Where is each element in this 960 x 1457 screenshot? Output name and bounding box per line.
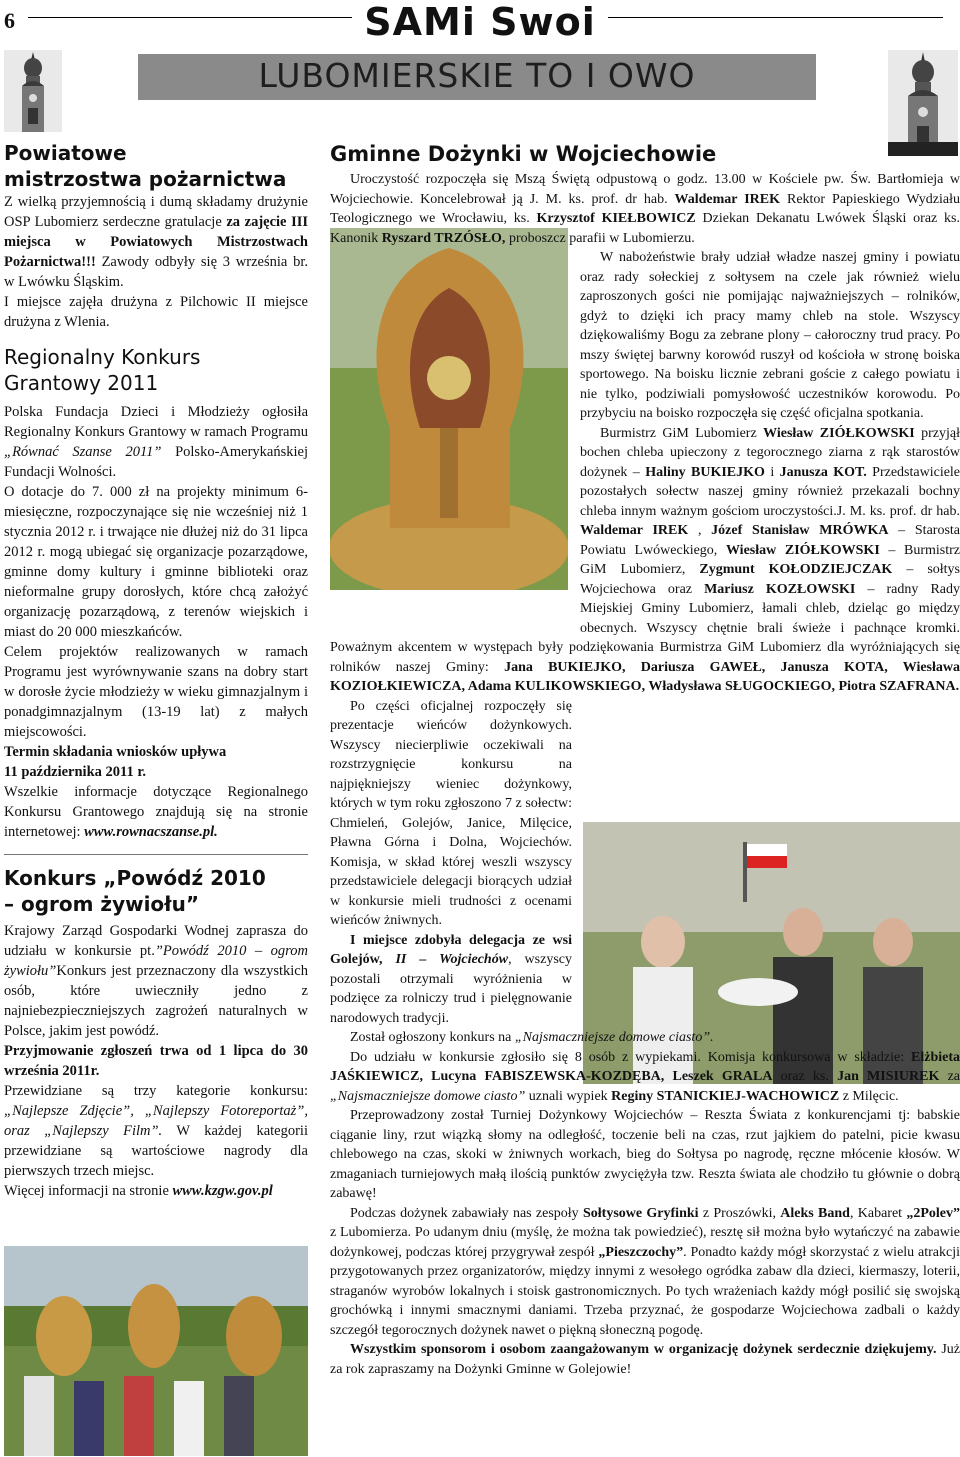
paragraph: I miejsce zajęła drużyna z Pilchowic II miejsce drużyna z Wlenia. — [4, 294, 308, 330]
paragraph: W nabożeństwie brały udział władze naszej gminy i powiatu oraz rady sołeckiej z sołtysem na czele jak również wielu zaproszonych gości nie pomijając najważniejszych – rolników, gdyż to dzięki ich pracy mamy chleb na stole. Wszyscy dziękowaliśmy Bogu za zebrane plony – całoroczny trud pracy. Po mszy świętej barwny korowód ruszył od kościoła w stronę boiska sportowego. Na boisku licznie zebrani goście z całego powiatu i nie tylko, podziwiali pomysłowość uczestników korowodu. Po przybyciu na boisko rozpoczęła się część oficjalna spotkania. — [580, 250, 960, 421]
paragraph: Krajowy Zarząd Gospodarki Wodnej zaprasza do udziału w konkursie pt.”Powódź 2010 – ogrom żywiołu”Konkurs jest przeznaczony dla wszystkich osób, które uwieczniły jedno z najniebezpieczniejszych zagrożeń naturalnych w Polsce, jakim jest powódź. — [4, 923, 308, 1039]
article-title-konkurs-grantowy: Regionalny Konkurs Grantowy 2011 — [4, 345, 201, 395]
deadline: Termin składania wniosków upływa 11 października 2011 r. — [4, 744, 227, 780]
left-column — [4, 140, 308, 1201]
paragraph: Przeprowadzony został Turniej Dożynkowy Wojciechów – Reszta Świata z konkurencjami tj: babskie ciąganie liny, rzut wiązką słomy na odległość, toczenie beli na czas, rzut jajkiem do patelni, picie kwasu chlebowego na czas, skoki w żniwnych workach, bieg do Sołtysa po nagrodę, ręczne młócenie kłosów. W zmaganiach turniejowych małą ilością punktów zwyciężyła tzw. Reszta świata ale chodziło tu głównie o dobrą zabawę! — [330, 1108, 960, 1201]
paragraph: Celem projektów realizowanych w ramach Programu jest wyrównywanie szans na dobry start w dorosłe życie młodzieży w wieku gimnazjalnym i ponadgimnazjalnym (13-19 lat) z małych miejscowości. — [4, 644, 308, 740]
page-number: 6 — [4, 8, 15, 33]
paragraph: Przewidziane są trzy kategorie konkursu: „Najlepsze Zdjęcie”, „Najlepszy Fotoreportaż”, oraz „Najlepszy Film”. W każdej kategorii przewidziane są wartościowe nagrody dla pierwszych trzech miejsc. — [4, 1083, 308, 1179]
paragraph: Uroczystość rozpoczęła się Mszą Świętą odpustową o godz. 13.00 w Kościele pw. Św. Bartłomieja w Wojciechowie. Koncelebrował ją J. M. ks. prof. dr hab. Waldemar IREK Rektor Papieskiego Wydziału Teologicznego we Wrocławiu, ks. Krzysztof KIEŁBOWICZ Dziekan Dekanatu Lwówek Śląski oraz ks. Kanonik Ryszard TRZÓSŁO, proboszcz parafii w Lubomierzu. — [330, 172, 960, 246]
paragraph: Polska Fundacja Dzieci i Młodzieży ogłosiła Regionalny Konkurs Grantowy w ramach Programu „Równać Szanse 2011” Polsko-Amerykańskiej Fundacji Wolności. — [4, 404, 308, 480]
right-column — [330, 140, 960, 1379]
paragraph: Z wielką przyjemnością i dumą składamy drużynie OSP Lubomierz serdeczne gratulacje za zajęcie III miejsca w Powiatowych Mistrzostwach Pożarnictwa!!! Zawody odbyły się 3 września br. w Lwówku Śląskim. — [4, 194, 309, 290]
paragraph: Przyjmowanie zgłoszeń trwa od 1 lipca do 30 września 2011r. — [4, 1043, 308, 1079]
paragraph: Został ogłoszony konkurs na „Najsmaczniejsze domowe ciasto”. — [350, 1030, 714, 1045]
article-title-dozynki: Gminne Dożynki w Wojciechowie — [330, 142, 717, 166]
paragraph: Do udziału w konkursie zgłosiło się 8 osób z wypiekami. Komisja konkursowa w składzie: Elżbieta JAŚKIEWICZ, Lucyna FABISZEWSKA-KOZDĘBA, Leszek GRALA oraz ks. Jan MISIUREK za „Najsmaczniejsze domowe ciasto” uznali wypiek Reginy STANICKIEJ-WACHOWICZ z Milęcic. — [330, 1049, 960, 1104]
closing-paragraph: Wszystkim sponsorom i osobom zaangażowanym w organizację dożynek serdecznie dziękujemy. Już za rok zapraszamy na Dożynki Gminne w Golejowie! — [330, 1342, 960, 1377]
church-tower-icon — [4, 50, 62, 132]
article-title-powodz: Konkurs „Powódź 2010 – ogrom żywiołu” — [4, 866, 266, 916]
section-banner-title: LUBOMIERSKIE TO I OWO — [258, 56, 696, 95]
website-link[interactable]: www.rownacszanse.pl. — [84, 824, 218, 840]
paragraph: O dotacje do 7. 000 zł na projekty minimum 6-miesięczne, rozpoczynające się nie wcześniej niż 1 stycznia 2012 r. i trwające nie dłużej niż do 31 lipca 2012 r. mogą ubiegać się organizacje pozarządowe, gminne domy kultury i gminne biblioteki oraz nieformalne grupy dorosłych, które chcą założyć organizację pozarządową, z terenów wiejskich i miast do 20 000 mieszkańców. — [4, 484, 308, 640]
paragraph: Podczas dożynek zabawiały nas zespoły Sołtysowe Gryfinki z Proszówki, Aleks Band, Kabaret „2Polev” z Lubomierza. Po udanym dniu (myślę, że można tak powiedzieć), resztę sił można było wytańczyć na zabawie dożynkowej, podczas której przygrywał zespół „Pieszczochy”. Ponadto każdy mógł skorzystać z wielu atrakcji przygotowanych przez organizatorów, między innymi z wesołego ogródka zabaw dla dzieci, kiermaszy, loterii, straganów wyrobów lokalnych i stoisk gastronomicznych. Po tych wrażeniach każdy mógł posilić się swojską grochówką i innymi smacznymi daniami. Trzeba przyznać, że gospodarze Wojciechowa zadbali o każdy szczegół tegorocznych dożynek nawet o piękną słoneczną pogodę. — [330, 1205, 960, 1338]
masthead — [0, 0, 960, 44]
paragraph: Burmistrz GiM Lubomierz Wiesław ZIÓŁKOWSKI przyjął bochen chleba upieczony z tegorocznego ziarna z rąk starostów dożynek – Haliny BUKIEJKO i Janusza KOT. Przedstawiciele pozostałych sołectw naszej gminy również przekazali bochny chleba innym ważnym gościom uroczystości.J. M. ks. prof. dr hab. Waldemar IREK , Józef Stanisław MRÓWKA – Starosta Powiatu Lwóweckiego, Wiesław ZIÓŁKOWSKI – Burmistrz GiM Lubomierz, Zygmunt KOŁODZIEJCZAK – sołtys Wojciechowa oraz Mariusz KOZŁOWSKI – radny Rady Miejskiej Gminy Lubomierz, łamali chleb, dzieląc go między obecnych. Wszyscy chętnie brali świeże i pachnące kromki. Poważnym akcentem w występach były podziękowania Burmistrza GiM Lubomierz dla wyróżniających się rolników naszej Gminy: Jana BUKIEJKO, Dariusza GAWEŁ, Janusza KOTA, Wiesława KOZIOŁKIEWICZA, Adama KULIKOWSKIEGO, Władysława SŁUGOCKIEGO, Piotra SZAFRANA. — [330, 425, 960, 694]
paragraph: Więcej informacji na stronie www.kzgw.gov.pl — [4, 1183, 273, 1199]
masthead-title: SAMi Swoi — [352, 0, 607, 44]
paragraph: Po części oficjalnej rozpoczęły się prezentacje wieńców dożynkowych. Wszyscy niecierpliwie oczekiwali na rozstrzygnięcie konkursu na najpiękniejszy wieniec dożynkowy, których w tym roku zgłoszono 7 z sołectw: Chmieleń, Golejów, Janice, Milęcice, Pławna Górna i Dolna, Wojciechów. Komisja, w skład której weszli wszyscy przedstawiciele delegacji biorących udział w konkursie mieli trudności z ocenami wieńców żniwnych. — [330, 698, 572, 928]
paragraph: I miejsce zdobyła delegacja ze wsi Golejów, II – Wojciechów, wszyscy pozostali otrzymali wyróżnienia w podzięce za rolniczy trud i pielęgnowanie narodowych tradycji. — [330, 932, 572, 1026]
crowd-photo — [4, 1246, 308, 1456]
divider — [4, 854, 308, 855]
article-title-pozarnictwo: Powiatowe mistrzostwa pożarnictwa — [4, 141, 287, 191]
paragraph: Wszelkie informacje dotyczące Regionalnego Konkursu Grantowego znajdują się na stronie internetowej: www.rownacszanse.pl. — [4, 784, 308, 840]
website-link[interactable]: www.kzgw.gov.pl — [172, 1183, 273, 1199]
